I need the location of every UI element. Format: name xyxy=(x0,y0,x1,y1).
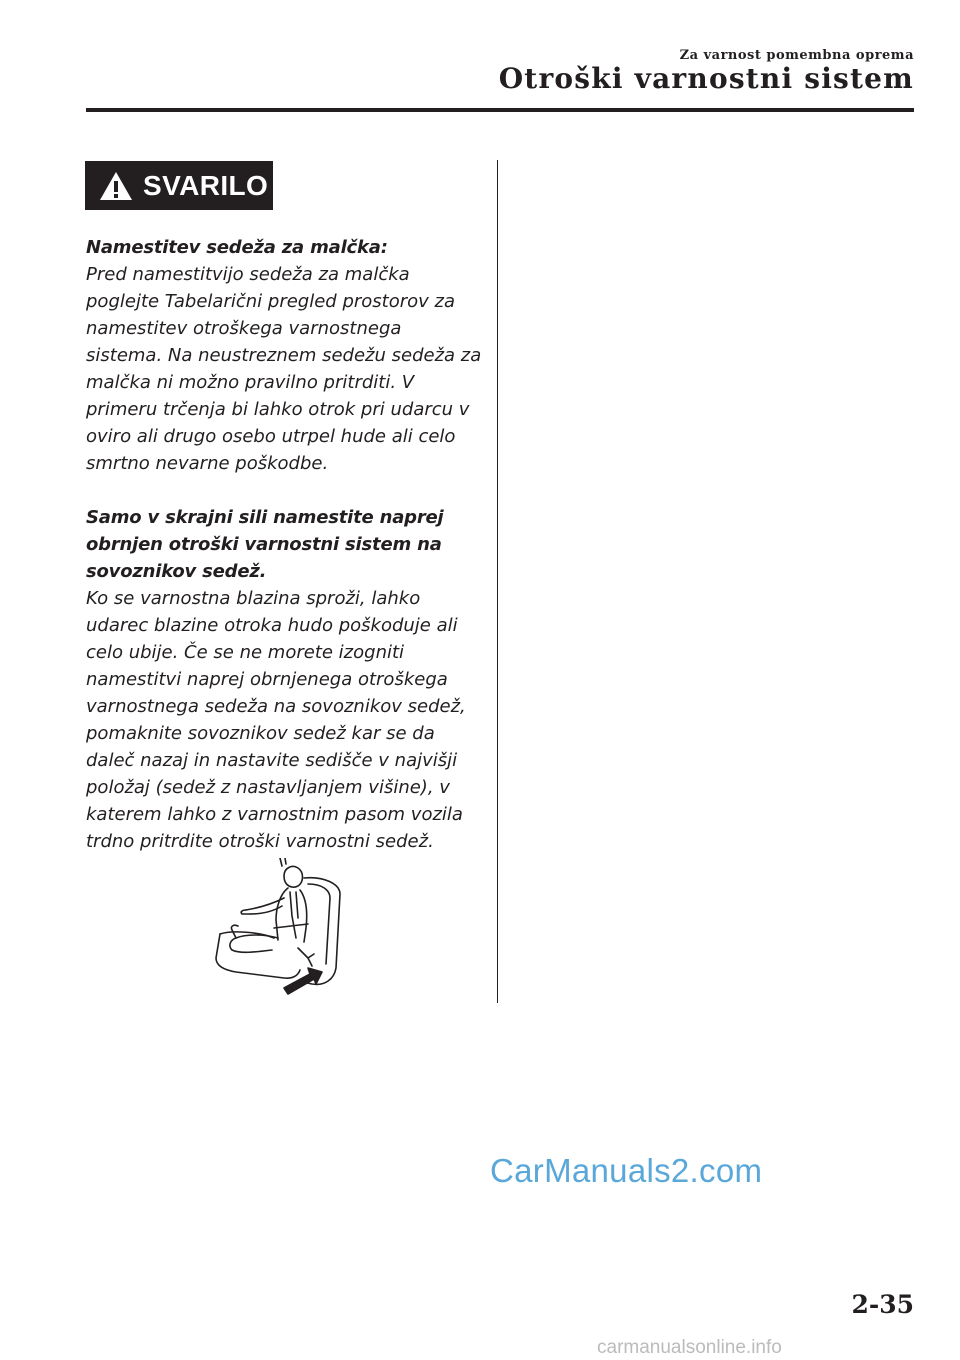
text-line: malčka ni možno pravilno pritrditi. V xyxy=(86,372,415,393)
text-line: primeru trčenja bi lahko otrok pri udarcu v xyxy=(86,399,470,420)
text-line: oviro ali drugo osebo utrpel hude ali celo xyxy=(86,426,456,447)
warning-label: SVARILO xyxy=(143,169,269,201)
footer-site-watermark: carmanualsonline.info xyxy=(597,1337,782,1358)
text-line: namestitev otroškega varnostnega xyxy=(86,318,402,339)
text-line: udarec blazine otroka hudo poškoduje ali xyxy=(86,615,458,636)
text-line: sistema. Na neustreznem sedežu sedeža za xyxy=(86,345,482,366)
text-line: poglejte Tabelarični pregled prostorov za xyxy=(86,291,455,312)
paragraph-gap xyxy=(86,477,486,504)
child-seat-illustration xyxy=(212,858,347,996)
header-rule xyxy=(86,108,914,112)
text-line: položaj (sedež z nastavljanjem višine), v xyxy=(86,777,450,798)
warning-banner xyxy=(85,161,273,210)
text-line: namestitvi naprej obrnjenega otroškega xyxy=(86,669,448,690)
watermark: CarManuals2.com xyxy=(490,1152,763,1189)
section-header: Za varnost pomembna oprema xyxy=(679,48,914,63)
text-line: Pred namestitvijo sedeža za malčka xyxy=(86,264,410,285)
column-divider xyxy=(497,160,498,1003)
paragraph-heading: sovoznikov sedež. xyxy=(86,561,267,582)
text-line: smrtno nevarne poškodbe. xyxy=(86,453,329,474)
text-line: celo ubije. Če se ne morete izogniti xyxy=(86,642,405,663)
page-number: 2-35 xyxy=(851,1290,914,1319)
text-line: varnostnega sedeža na sovoznikov sedež, xyxy=(86,696,466,717)
warning-triangle-icon xyxy=(98,170,134,202)
text-line: pomaknite sovoznikov sedež kar se da xyxy=(86,723,435,744)
paragraph-heading: obrnjen otroški varnostni sistem na xyxy=(86,534,442,555)
paragraph-heading: Samo v skrajni sili namestite naprej xyxy=(86,507,444,528)
paragraph-heading: Namestitev sedeža za malčka: xyxy=(86,237,388,258)
text-line: Ko se varnostna blazina sproži, lahko xyxy=(86,588,421,609)
page-title: Otroški varnostni sistem xyxy=(498,62,914,95)
warning-content xyxy=(86,234,486,855)
text-line: trdno pritrdite otroški varnostni sedež. xyxy=(86,831,434,852)
text-line: daleč nazaj in nastavite sedišče v najvišji xyxy=(86,750,458,771)
text-line: katerem lahko z varnostnim pasom vozila xyxy=(86,804,463,825)
